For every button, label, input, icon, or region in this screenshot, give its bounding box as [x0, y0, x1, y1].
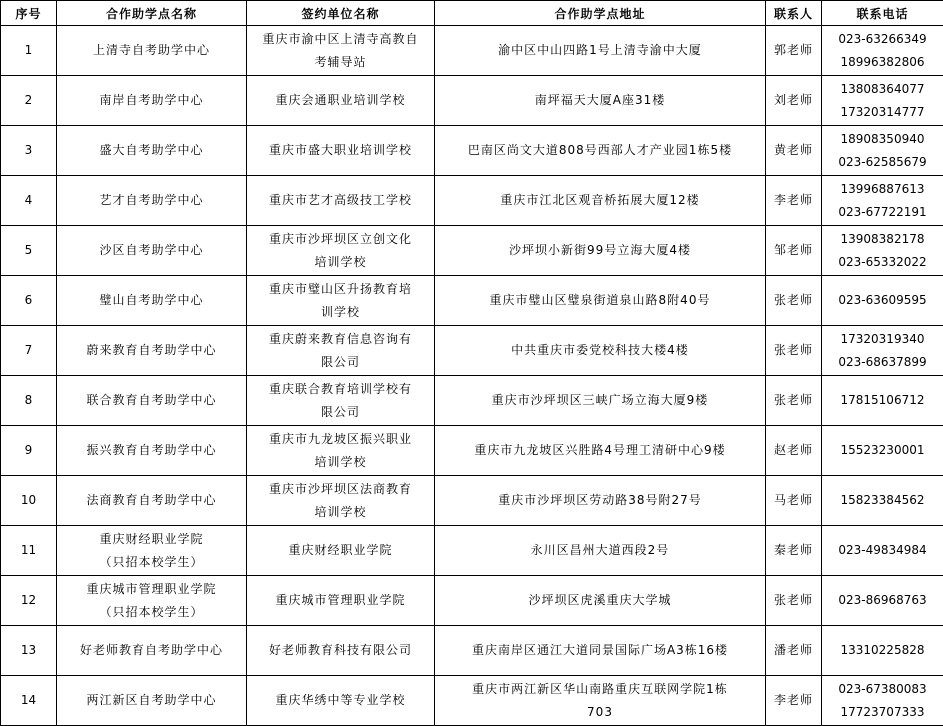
- table-row: [1, 326, 943, 376]
- partner-address: [435, 426, 766, 476]
- row-number: 7: [1, 326, 57, 376]
- partner-name-line: 联合教育自考助学中心: [59, 389, 244, 412]
- contact-person: 李老师: [766, 176, 822, 226]
- contact-person: 邹老师: [766, 226, 822, 276]
- partner-address-line: 巴南区尚文大道808号西部人才产业园1栋5楼: [437, 139, 763, 162]
- table-row: [1, 526, 943, 576]
- table-row: [1, 26, 943, 76]
- contact-phone: [822, 76, 943, 126]
- partner-name-line: 盛大自考助学中心: [59, 139, 244, 162]
- partner-address: [435, 276, 766, 326]
- partner-name-line: 重庆财经职业学院: [59, 528, 244, 551]
- contract-unit: [247, 626, 435, 676]
- contact-phone-line: 17815106712: [824, 389, 941, 412]
- contract-unit-line: 重庆市九龙坡区振兴职业: [249, 428, 432, 451]
- contact-phone: [822, 476, 943, 526]
- contract-unit-line: 训学校: [249, 301, 432, 324]
- contact-person: 黄老师: [766, 126, 822, 176]
- header-name: 合作助学点名称: [57, 1, 247, 26]
- contact-person: 张老师: [766, 326, 822, 376]
- contract-unit-line: 重庆联合教育培训学校有: [249, 378, 432, 401]
- partner-name-line: 上清寺自考助学中心: [59, 39, 244, 62]
- contract-unit-line: 重庆城市管理职业学院: [249, 589, 432, 612]
- contact-person: 秦老师: [766, 526, 822, 576]
- contact-phone-line: 023-63609595: [824, 289, 941, 312]
- contract-unit: [247, 376, 435, 426]
- contact-phone-line: 023-63266349: [824, 28, 941, 51]
- row-number: 8: [1, 376, 57, 426]
- partner-address-line: 重庆市两江新区华山南路重庆互联网学院1栋: [437, 678, 763, 701]
- header-address: 合作助学点地址: [435, 1, 766, 26]
- partner-address: [435, 26, 766, 76]
- contact-phone: [822, 326, 943, 376]
- contact-person: 潘老师: [766, 626, 822, 676]
- partner-address: [435, 76, 766, 126]
- partner-name-line: 法商教育自考助学中心: [59, 489, 244, 512]
- table-row: [1, 126, 943, 176]
- partner-address: [435, 576, 766, 626]
- row-number: 13: [1, 626, 57, 676]
- contact-phone: [822, 226, 943, 276]
- partner-address-line: 重庆市璧山区璧泉街道泉山路8附40号: [437, 289, 763, 312]
- partner-address: [435, 476, 766, 526]
- contract-unit-line: 重庆市渝中区上清寺高教自: [249, 28, 432, 51]
- header-unit: 签约单位名称: [247, 1, 435, 26]
- contract-unit-line: 培训学校: [249, 451, 432, 474]
- table-row: [1, 426, 943, 476]
- contract-unit-line: 限公司: [249, 401, 432, 424]
- partner-name-line: 南岸自考助学中心: [59, 89, 244, 112]
- contact-phone: [822, 126, 943, 176]
- table-row: [1, 176, 943, 226]
- partner-name: [57, 676, 247, 726]
- contact-person: 张老师: [766, 376, 822, 426]
- partner-name-line: 重庆城市管理职业学院: [59, 578, 244, 601]
- partner-address-line: 永川区昌州大道西段2号: [437, 539, 763, 562]
- contact-phone: [822, 26, 943, 76]
- contact-phone-line: 13310225828: [824, 639, 941, 662]
- row-number: 11: [1, 526, 57, 576]
- contact-phone: [822, 626, 943, 676]
- contact-phone: [822, 426, 943, 476]
- contact-person: 郭老师: [766, 26, 822, 76]
- partner-address: [435, 376, 766, 426]
- header-phone: 联系电话: [822, 1, 943, 26]
- contact-phone-line: 13808364077: [824, 78, 941, 101]
- partner-name: [57, 476, 247, 526]
- partner-address: [435, 326, 766, 376]
- header-contact: 联系人: [766, 1, 822, 26]
- contact-phone: [822, 376, 943, 426]
- partner-name-line: （只招本校学生）: [59, 601, 244, 624]
- contact-phone-line: 023-67722191: [824, 201, 941, 224]
- table-row: [1, 276, 943, 326]
- contract-unit: [247, 326, 435, 376]
- contact-phone: [822, 576, 943, 626]
- contact-phone-line: 17320319340: [824, 328, 941, 351]
- contract-unit: [247, 676, 435, 726]
- contact-phone-line: 18908350940: [824, 128, 941, 151]
- partner-name: [57, 126, 247, 176]
- partner-name: [57, 576, 247, 626]
- contact-phone-line: 023-49834984: [824, 539, 941, 562]
- partner-address-line: 重庆市江北区观音桥拓展大厦12楼: [437, 189, 763, 212]
- contract-unit: [247, 126, 435, 176]
- partner-address: [435, 176, 766, 226]
- contract-unit: [247, 76, 435, 126]
- contact-person: 马老师: [766, 476, 822, 526]
- contact-phone: [822, 526, 943, 576]
- partner-address-line: 沙坪坝区虎溪重庆大学城: [437, 589, 763, 612]
- contact-phone-line: 13908382178: [824, 228, 941, 251]
- contract-unit: [247, 176, 435, 226]
- partner-name: [57, 226, 247, 276]
- row-number: 6: [1, 276, 57, 326]
- contact-person: 赵老师: [766, 426, 822, 476]
- contact-phone: [822, 176, 943, 226]
- contact-person: 刘老师: [766, 76, 822, 126]
- row-number: 3: [1, 126, 57, 176]
- contact-person: 张老师: [766, 276, 822, 326]
- row-number: 12: [1, 576, 57, 626]
- table-body: [1, 26, 943, 726]
- contact-phone-line: 023-67380083: [824, 678, 941, 701]
- partner-name-line: 沙区自考助学中心: [59, 239, 244, 262]
- contract-unit-line: 重庆市沙坪坝区立创文化: [249, 228, 432, 251]
- contract-unit: [247, 276, 435, 326]
- contact-phone-line: 023-86968763: [824, 589, 941, 612]
- partner-name-line: 艺才自考助学中心: [59, 189, 244, 212]
- contact-phone-line: 023-65332022: [824, 251, 941, 274]
- contract-unit-line: 重庆财经职业学院: [249, 539, 432, 562]
- contract-unit-line: 培训学校: [249, 501, 432, 524]
- contact-phone-line: 17723707333: [824, 701, 941, 724]
- header-no: 序号: [1, 1, 57, 26]
- contract-unit: [247, 476, 435, 526]
- contact-phone-line: 023-62585679: [824, 151, 941, 174]
- table-row: [1, 576, 943, 626]
- table-row: [1, 76, 943, 126]
- partner-name: [57, 426, 247, 476]
- contract-unit-line: 重庆华绣中等专业学校: [249, 689, 432, 712]
- partner-name: [57, 26, 247, 76]
- row-number: 14: [1, 676, 57, 726]
- contact-person: 张老师: [766, 576, 822, 626]
- partner-address: [435, 526, 766, 576]
- partner-name-line: 振兴教育自考助学中心: [59, 439, 244, 462]
- row-number: 5: [1, 226, 57, 276]
- table-row: [1, 226, 943, 276]
- contract-unit-line: 重庆市艺才高级技工学校: [249, 189, 432, 212]
- partner-name: [57, 526, 247, 576]
- partner-name: [57, 276, 247, 326]
- partner-address-line: 中共重庆市委党校科技大楼4楼: [437, 339, 763, 362]
- partner-address-line: 沙坪坝小新街99号立海大厦4楼: [437, 239, 763, 262]
- contract-unit-line: 重庆市盛大职业培训学校: [249, 139, 432, 162]
- contract-unit-line: 好老师教育科技有限公司: [249, 639, 432, 662]
- contact-phone-line: 023-68637899: [824, 351, 941, 374]
- partner-name: [57, 326, 247, 376]
- partner-address: [435, 226, 766, 276]
- partner-address: [435, 126, 766, 176]
- contact-person: 李老师: [766, 676, 822, 726]
- header-row: [1, 1, 943, 26]
- table-row: [1, 376, 943, 426]
- contract-unit: [247, 226, 435, 276]
- contact-phone-line: 13996887613: [824, 178, 941, 201]
- partner-name: [57, 626, 247, 676]
- contact-phone-line: 15823384562: [824, 489, 941, 512]
- partner-name-line: （只招本校学生）: [59, 551, 244, 574]
- contact-phone-line: 15523230001: [824, 439, 941, 462]
- partner-address-line: 重庆市沙坪坝区三峡广场立海大厦9楼: [437, 389, 763, 412]
- contract-unit-line: 培训学校: [249, 251, 432, 274]
- partner-name-line: 两江新区自考助学中心: [59, 689, 244, 712]
- partner-address: [435, 676, 766, 726]
- partner-name: [57, 76, 247, 126]
- row-number: 2: [1, 76, 57, 126]
- contract-unit-line: 考辅导站: [249, 51, 432, 74]
- row-number: 10: [1, 476, 57, 526]
- table-row: [1, 626, 943, 676]
- contract-unit-line: 限公司: [249, 351, 432, 374]
- contract-unit-line: 重庆会通职业培训学校: [249, 89, 432, 112]
- row-number: 1: [1, 26, 57, 76]
- partner-name-line: 璧山自考助学中心: [59, 289, 244, 312]
- partner-name: [57, 376, 247, 426]
- row-number: 9: [1, 426, 57, 476]
- contract-unit: [247, 426, 435, 476]
- row-number: 4: [1, 176, 57, 226]
- contract-unit-line: 重庆蔚来教育信息咨询有: [249, 328, 432, 351]
- partner-name: [57, 176, 247, 226]
- contract-unit-line: 重庆市沙坪坝区法商教育: [249, 478, 432, 501]
- partner-address-line: 重庆南岸区通江大道同景国际广场A3栋16楼: [437, 639, 763, 662]
- contact-phone: [822, 676, 943, 726]
- partner-name-line: 好老师教育自考助学中心: [59, 639, 244, 662]
- contract-unit: [247, 26, 435, 76]
- contract-unit: [247, 576, 435, 626]
- partner-name-line: 蔚来教育自考助学中心: [59, 339, 244, 362]
- partner-address-line: 重庆市九龙坡区兴胜路4号理工清研中心9楼: [437, 439, 763, 462]
- table-row: [1, 476, 943, 526]
- contract-unit: [247, 526, 435, 576]
- contact-phone-line: 17320314777: [824, 101, 941, 124]
- partner-address: [435, 626, 766, 676]
- contact-phone-line: 18996382806: [824, 51, 941, 74]
- contract-unit-line: 重庆市璧山区升扬教育培: [249, 278, 432, 301]
- partner-address-line: 南坪福天大厦A座31楼: [437, 89, 763, 112]
- contact-phone: [822, 276, 943, 326]
- table-row: [1, 676, 943, 726]
- partner-address-line: 渝中区中山四路1号上清寺渝中大厦: [437, 39, 763, 62]
- partner-address-line: 重庆市沙坪坝区劳动路38号附27号: [437, 489, 763, 512]
- partner-address-line: 703: [437, 701, 763, 724]
